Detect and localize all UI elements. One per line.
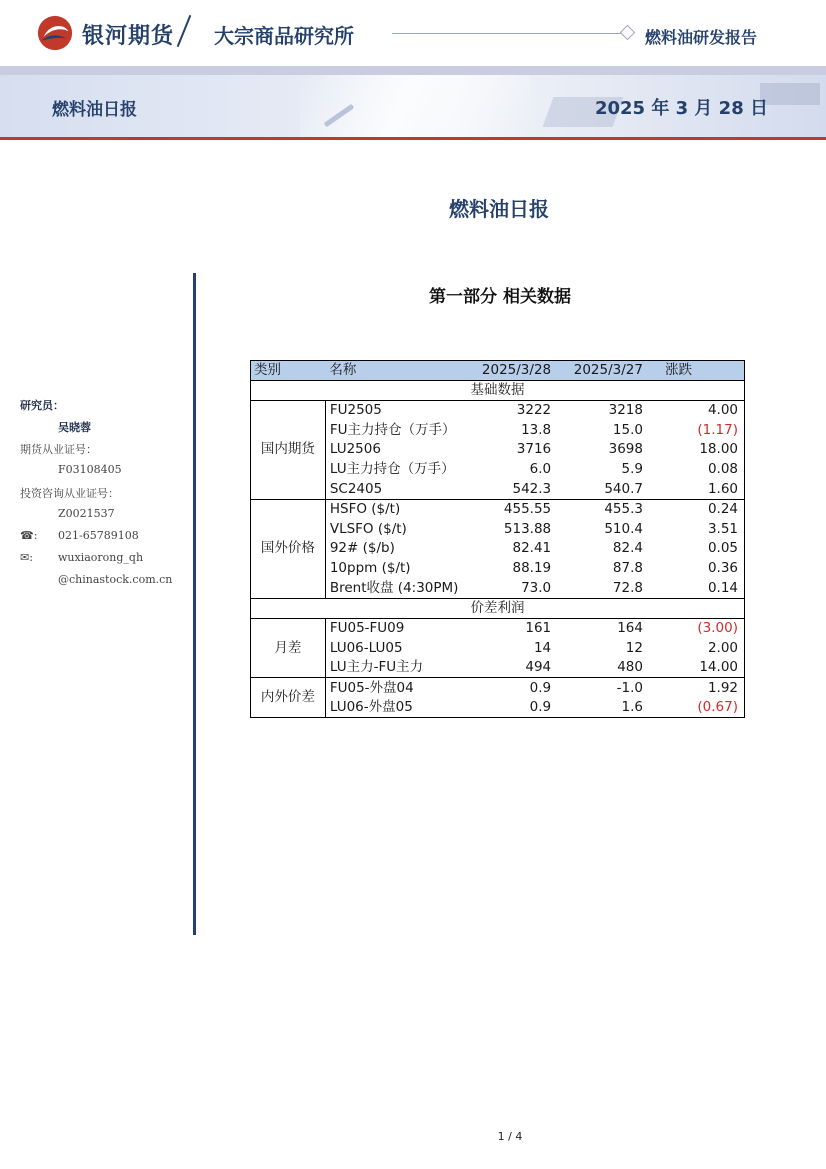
row-change: 1.60	[649, 480, 745, 500]
diamond-icon	[620, 25, 636, 41]
section-title: 第一部分 相关数据	[429, 287, 571, 307]
row-value-date1: 88.19	[512, 560, 552, 577]
row-name: LU06-外盘05	[325, 698, 465, 718]
advisory-cert-number: Z0021537	[58, 507, 115, 520]
row-name: FU05-FU09	[329, 620, 405, 637]
row-value-date2: 3698	[608, 441, 643, 458]
row-value-date2: 87.8	[612, 560, 643, 577]
row-value-date2: 1.6	[557, 698, 649, 718]
row-value-date2: 15.0	[612, 421, 643, 438]
table-row	[251, 401, 745, 421]
page-header	[0, 0, 826, 66]
column-header-change: 涨跌	[649, 361, 745, 381]
header-divider	[177, 15, 192, 47]
table-row	[251, 579, 745, 599]
row-change: 0.36	[649, 559, 745, 579]
row-name: FU主力持仓（万手）	[329, 421, 456, 438]
phone-icon: ☎:	[20, 529, 38, 542]
group-monthly-spread: 月差	[251, 618, 326, 677]
institute-name: 大宗商品研究所	[214, 24, 354, 48]
row-value-date2: 82.4	[612, 540, 643, 557]
row-name: LU主力持仓（万手）	[329, 461, 455, 478]
row-name: FU05-外盘04	[329, 679, 414, 696]
row-value-date2: -1.0	[616, 679, 643, 696]
column-header-date2: 2025/3/27	[557, 361, 649, 381]
futures-cert-number: F03108405	[58, 463, 122, 476]
group-foreign: 国外价格	[251, 499, 326, 598]
row-change: 2.00	[649, 638, 745, 658]
section-base-data: 基础数据	[251, 381, 745, 401]
header-red-rule	[0, 137, 826, 140]
section-spread-profit: 价差利润	[251, 598, 745, 618]
galaxy-futures-logo-icon	[36, 14, 74, 52]
row-value-date2: 72.8	[557, 579, 649, 599]
report-date: 2025 年 3 月 28 日	[594, 98, 768, 119]
table-row	[251, 559, 745, 579]
row-value-date2: 164	[617, 620, 643, 637]
row-change: 14.00	[649, 658, 745, 678]
email-line-1[interactable]: wuxiaorong_qh	[58, 551, 144, 564]
row-name: VLSFO ($/t)	[329, 520, 407, 537]
row-change: 0.08	[649, 460, 745, 480]
row-change: (1.17)	[649, 420, 745, 440]
row-value-date1: 0.9	[465, 698, 557, 718]
sidebar-divider	[193, 273, 196, 935]
row-value-date2: 12	[625, 639, 643, 656]
table-row	[251, 678, 745, 698]
row-name: SC2405	[325, 480, 465, 500]
row-change: 1.92	[649, 678, 745, 698]
row-value-date1: 513.88	[503, 520, 552, 537]
row-value-date1: 0.9	[529, 679, 552, 696]
row-name: FU2505	[329, 402, 382, 419]
table-row	[251, 460, 745, 480]
row-change: 4.00	[649, 401, 745, 421]
page-number: 1 / 4	[497, 1130, 523, 1143]
row-value-date1: 3222	[516, 402, 552, 419]
row-value-date1: 494	[465, 658, 557, 678]
row-value-date1: 14	[533, 639, 552, 656]
report-type: 燃料油研发报告	[645, 28, 758, 47]
row-value-date1: 13.8	[521, 421, 552, 438]
row-value-date2: 510.4	[604, 520, 643, 537]
row-change: 0.24	[649, 499, 745, 519]
row-value-date2: 480	[557, 658, 649, 678]
researcher-label: 研究员：	[20, 399, 64, 412]
column-header-category: 类别	[251, 361, 326, 381]
group-domestic: 国内期货	[251, 401, 326, 500]
row-name: 10ppm ($/t)	[329, 560, 411, 577]
column-header-name: 名称	[325, 361, 465, 381]
row-name: LU主力-FU主力	[325, 658, 465, 678]
section-row	[251, 381, 745, 401]
column-header-date1: 2025/3/28	[465, 361, 557, 381]
fuel-oil-data-table	[250, 360, 745, 718]
table-row	[251, 638, 745, 658]
row-value-date1: 6.0	[529, 461, 552, 478]
row-name: LU2506	[329, 441, 381, 458]
table-row	[251, 618, 745, 638]
row-value-date2: 455.3	[604, 501, 643, 518]
table-row	[251, 539, 745, 559]
email-line-2[interactable]: @chinastock.com.cn	[58, 573, 173, 586]
row-name: LU06-LU05	[329, 639, 403, 656]
row-value-date2: 540.7	[557, 480, 649, 500]
email-icon: ✉:	[20, 551, 33, 564]
title-band	[0, 75, 826, 137]
table-row	[251, 658, 745, 678]
section-row	[251, 598, 745, 618]
row-value-date2: 5.9	[621, 461, 643, 478]
brand-name: 银河期货	[82, 24, 175, 49]
row-name: HSFO ($/t)	[329, 501, 401, 518]
phone-number: 021-65789108	[58, 529, 139, 542]
row-value-date1: 161	[525, 620, 552, 637]
row-name: 92# ($/b)	[329, 540, 395, 557]
table-row	[251, 519, 745, 539]
table-row	[251, 440, 745, 460]
group-inner-outer-spread: 内外价差	[251, 678, 326, 718]
header-rule	[392, 33, 622, 34]
row-name: Brent收盘 (4:30PM)	[325, 579, 465, 599]
table-row	[251, 698, 745, 718]
researcher-name: 吴晓蓉	[58, 421, 91, 434]
header-band-stripe	[0, 66, 826, 75]
futures-cert-label: 期货从业证号：	[20, 443, 97, 456]
row-value-date1: 455.55	[503, 501, 552, 518]
row-change: 0.14	[649, 579, 745, 599]
row-value-date1: 73.0	[465, 579, 557, 599]
row-change: (3.00)	[649, 618, 745, 638]
row-change: 3.51	[649, 519, 745, 539]
row-value-date2: 3218	[608, 402, 643, 419]
band-title: 燃料油日报	[52, 100, 137, 120]
row-change: 0.05	[649, 539, 745, 559]
table-row	[251, 420, 745, 440]
table-row	[251, 480, 745, 500]
advisory-cert-label: 投资咨询从业证号：	[20, 487, 119, 500]
document-title: 燃料油日报	[449, 197, 549, 221]
row-change: 18.00	[649, 440, 745, 460]
table-header-row	[251, 361, 745, 381]
table-row	[251, 499, 745, 519]
row-change: (0.67)	[649, 698, 745, 718]
row-value-date1: 542.3	[465, 480, 557, 500]
row-value-date1: 82.41	[512, 540, 552, 557]
row-value-date1: 3716	[516, 441, 552, 458]
